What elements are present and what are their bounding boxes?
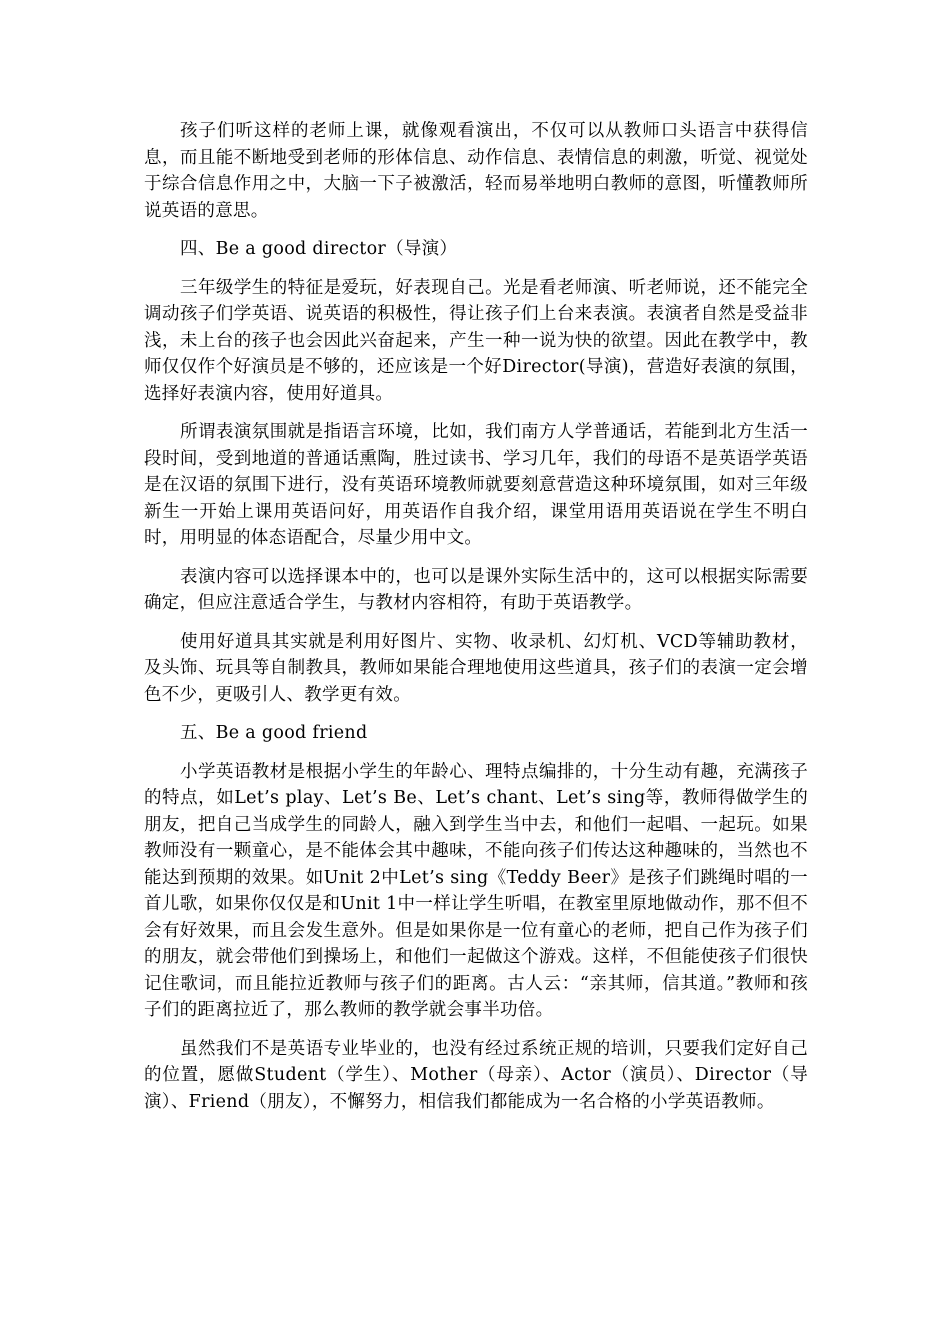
paragraph-props: 使用好道具其实就是利用好图片、实物、收录机、幻灯机、VCD等辅助教材，及头饰、玩具等自制教具，教师如果能合理地使用这些道具，孩子们的表演一定会增色不少，更吸引人、教学更有效。 (144, 631, 808, 705)
paragraph-director-overview: 三年级学生的特征是爱玩，好表现自己。光是看老师演、听老师说，还不能完全调动孩子们学英语、说英语的积极性，得让孩子们上台来表演。表演者自然是受益非浅，未上台的孩子也会因此兴奋起来，产生一种一说为快的欲望。因此在教学中，教师仅仅作个好演员是不够的，还应该是一个好Director(导演)，营造好表演的氛围，选择好表演内容，使用好道具。 (144, 277, 808, 404)
paragraph-conclusion: 虽然我们不是英语专业毕业的，也没有经过系统正规的培训，只要我们定好自己的位置，愿做Student（学生）、Mother（母亲）、Actor（演员）、Director（导演）、Friend（朋友），不懈努力，相信我们都能成为一名合格的小学英语教师。 (144, 1038, 808, 1112)
section-heading-friend: 五、Be a good friend (180, 723, 368, 743)
paragraph-atmosphere: 所谓表演氛围就是指语言环境，比如，我们南方人学普通话，若能到北方生活一段时间，受到地道的普通话熏陶，胜过读书、学习几年，我们的母语不是英语学英语是在汉语的氛围下进行，没有英语环境教师就要刻意营造这种环境氛围，如对三年级新生一开始上课用英语问好，用英语作自我介绍，课堂用语用英语说在学生不明白时，用明显的体态语配合，尽量少用中文。 (144, 422, 808, 548)
paragraph-friend: 小学英语教材是根据小学生的年龄心、理特点编排的，十分生动有趣，充满孩子的特点，如Let’s play、Let’s Be、Let’s chant、Let’s sing等，教师得做学生的朋友，把自己当成学生的同龄人，融入到学生当中去，和他们一起唱、一起玩。如果教师没有一颗童心，是不能体会其中趣味，不能向孩子们传达这种趣味的，当然也不能达到预期的效果。如Unit 2中Let’s sing《Teddy Beer》是孩子们跳绳时唱的一首儿歌，如果你仅仅是和Unit 1中一样让学生听唱，在教室里原地做动作，那不但不会有好效果，而且会发生意外。但是如果你是一位有童心的老师，把自己作为孩子们的朋友，就会带他们到操场上，和他们一起做这个游戏。这样，不但能使孩子们很快记住歌词，而且能拉近教师与孩子们的距离。古人云：“亲其师，信其道。”教师和孩子们的距离拉近了，那么教师的教学就会事半功倍。 (144, 761, 808, 1020)
paragraph-performance-content: 表演内容可以选择课本中的，也可以是课外实际生活中的，这可以根据实际需要确定，但应注意适合学生，与教材内容相符，有助于英语教学。 (144, 566, 808, 613)
section-heading-director: 四、Be a good director（导演） (180, 239, 458, 259)
paragraph-intro: 孩子们听这样的老师上课，就像观看演出，不仅可以从教师口头语言中获得信息，而且能不断地受到老师的形体信息、动作信息、表情信息的刺激，听觉、视觉处于综合信息作用之中，大脑一下子被激活，轻而易举地明白教师的意图，听懂教师所说英语的意思。 (144, 121, 808, 221)
document-body (144, 118, 808, 1127)
